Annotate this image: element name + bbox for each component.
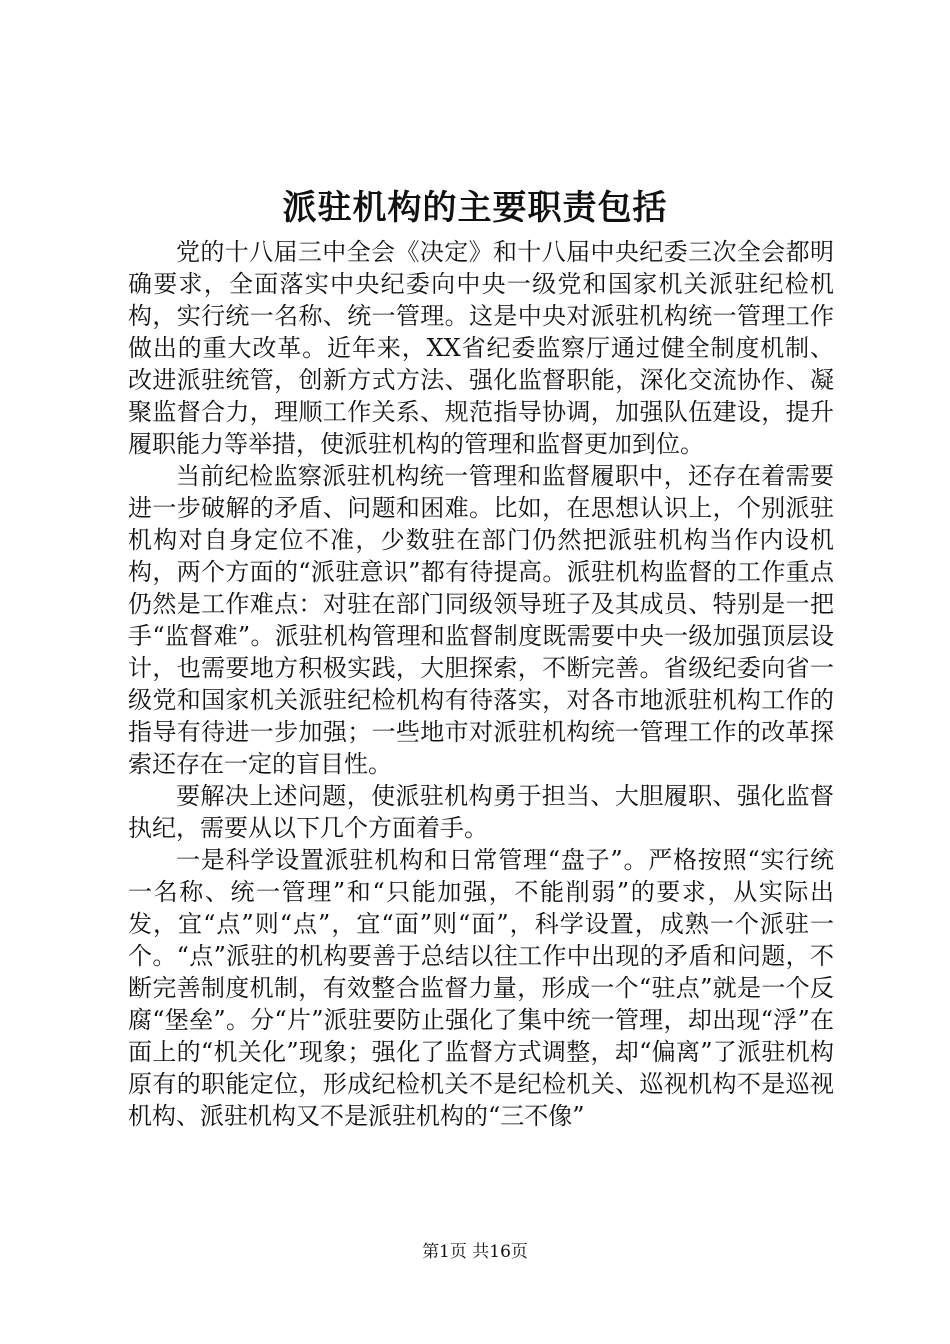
document-body xyxy=(128,236,834,1132)
paragraph-3: 要解决上述问题，使派驻机构勇于担当、大胆履职、强化监督执纪，需要从以下几个方面着手。 xyxy=(128,782,834,842)
page-number-footer: 第1页 共16页 xyxy=(422,1242,528,1262)
paragraph-2: 当前纪检监察派驻机构统一管理和监督履职中，还存在着需要进一步破解的矛盾、问题和困难。比如，在思想认识上，个别派驻机构对自身定位不准，少数驻在部门仍然把派驻机构当作内设机构，两个方面的“派驻意识”都有待提高。派驻机构监督的工作重点仍然是工作难点：对驻在部门同级领导班子及其成员、特别是一把手“监督难”。派驻机构管理和监督制度既需要中央一级加强顶层设计，也需要地方积极实践，大胆探索，不断完善。省级纪委向省一级党和国家机关派驻纪检机构有待落实，对各市地派驻机构工作的指导有待进一步加强；一些地市对派驻机构统一管理工作的改革探索还存在一定的盲目性。 xyxy=(128,462,834,778)
paragraph-1: 党的十八届三中全会《决定》和十八届中央纪委三次全会都明确要求，全面落实中央纪委向中央一级党和国家机关派驻纪检机构，实行统一名称、统一管理。这是中央对派驻机构统一管理工作做出的重大改革。近年来，XX省纪委监察厅通过健全制度机制、改进派驻统管，创新方式方法、强化监督职能，深化交流协作、凝聚监督合力，理顺工作关系、规范指导协调，加强队伍建设，提升履职能力等举措，使派驻机构的管理和监督更加到位。 xyxy=(128,238,834,458)
document-title: 派驻机构的主要职责包括 xyxy=(282,188,668,228)
paragraph-4: 一是科学设置派驻机构和日常管理“盘子”。严格按照“实行统一名称、统一管理”和“只能加强，不能削弱”的要求，从实际出发，宜“点”则“点”，宜“面”则“面”，科学设置，成熟一个派驻一个。“点”派驻的机构要善于总结以往工作中出现的矛盾和问题，不断完善制度机制，有效整合监督力量，形成一个“驻点”就是一个反腐“堡垒”。分“片”派驻要防止强化了集中统一管理，却出现“浮”在面上的“机关化”现象；强化了监督方式调整，却“偏离”了派驻机构原有的职能定位，形成纪检机关不是纪检机关、巡视机构不是巡视机构、派驻机构又不是派驻机构的“三不像” xyxy=(128,846,834,1130)
